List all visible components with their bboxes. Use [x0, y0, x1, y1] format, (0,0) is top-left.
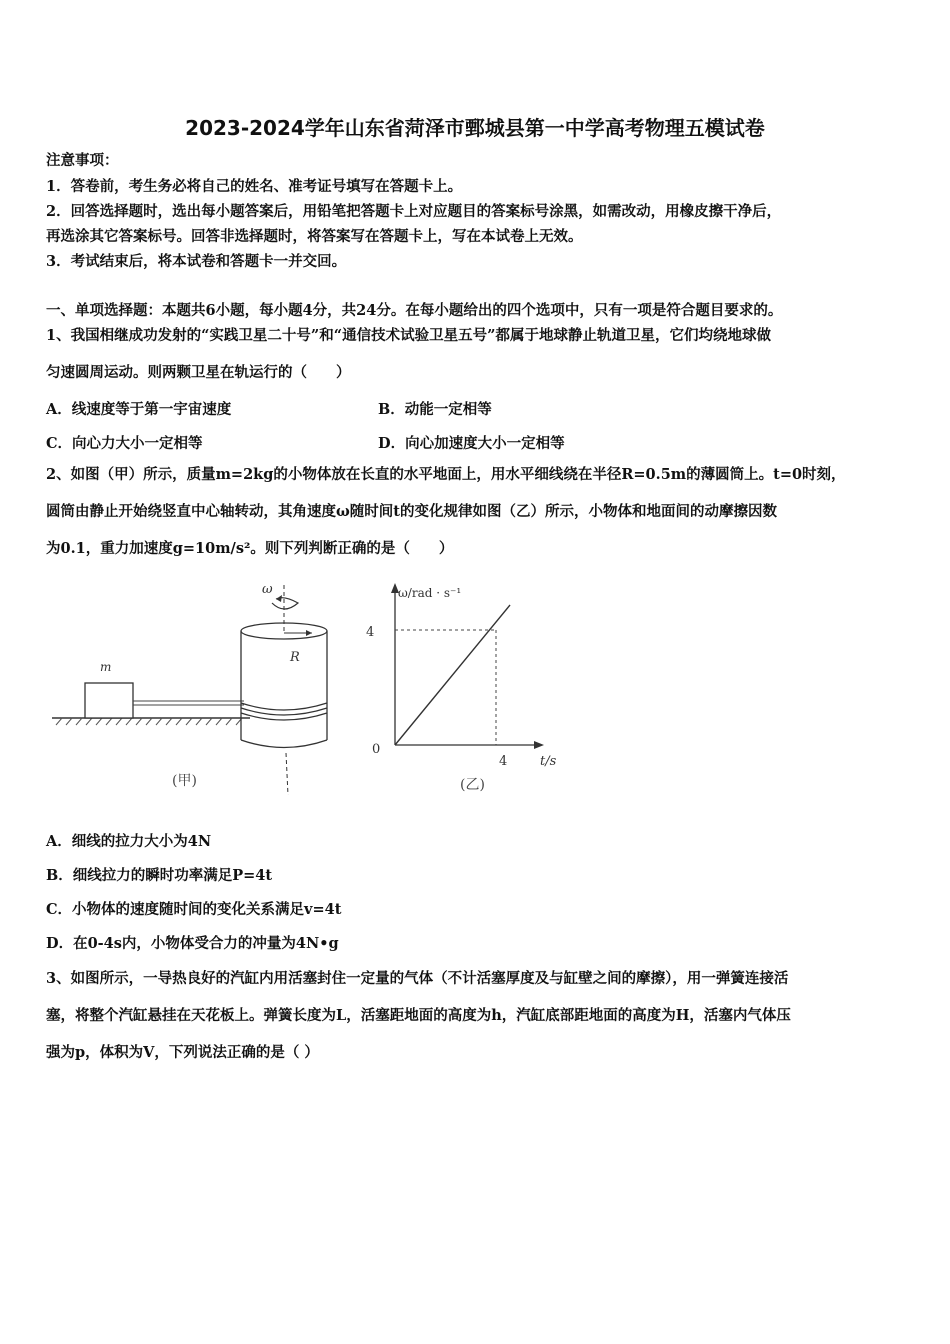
figure-b-caption: (乙) — [460, 777, 485, 793]
x-axis-label: t/s — [540, 754, 557, 769]
q1-stem-line-2: 匀速圆周运动。则两颗卫星在轨运行的（ ） — [46, 364, 351, 381]
omega-label: ω — [262, 582, 273, 597]
rotation-axis-bottom — [286, 753, 288, 795]
omega-vs-time-line — [395, 605, 510, 745]
q2-stem-line-1: 2、如图（甲）所示，质量m=2kg的小物体放在长直的水平地面上，用水平细线绕在半径R=0.5m的薄圆筒上。t=0时刻， — [46, 466, 846, 483]
y-axis-label: ω/rad · s⁻¹ — [398, 586, 462, 600]
arrowhead-icon — [276, 595, 282, 602]
page-title: 2023-2024学年山东省菏泽市鄄城县第一中学高考物理五模试卷 — [185, 116, 765, 140]
q1-option-d: D．向心加速度大小一定相等 — [378, 435, 565, 452]
q3-stem-line-2: 塞，将整个汽缸悬挂在天花板上。弹簧长度为L，活塞距地面的高度为h，汽缸底部距地面的高度为H，活塞内气体压 — [46, 1007, 791, 1024]
q2-figure-a — [40, 575, 370, 805]
mass-label: m — [100, 660, 112, 674]
origin-label: 0 — [372, 742, 381, 757]
q2-option-d: D．在0-4s内，小物体受合力的冲量为4N•g — [46, 935, 339, 952]
cylinder-bottom — [241, 740, 327, 748]
rotation-arrow-icon — [272, 598, 298, 609]
q1-option-a: A．线速度等于第一宇宙速度 — [46, 401, 232, 418]
notice-item-1: 1．答卷前，考生务必将自己的姓名、准考证号填写在答题卡上。 — [46, 178, 463, 195]
winding-band-1 — [241, 703, 327, 710]
q2-figure-b — [360, 575, 580, 805]
ground-hatching — [56, 718, 242, 725]
notice-item-2: 2．回答选择题时，选出每小题答案后，用铅笔把答题卡上对应题目的答案标号涂黑，如需改动，用橡皮擦干净后， — [46, 203, 782, 220]
q2-option-c: C．小物体的速度随时间的变化关系满足v=4t — [46, 901, 342, 918]
winding-band-2 — [241, 708, 327, 715]
q1-stem-line-1: 1、我国相继成功发射的“实践卫星二十号”和“通信技术试验卫星五号”都属于地球静止轨道卫星，它们均绕地球做 — [46, 327, 771, 344]
notice-item-2-cont: 再选涂其它答案标号。回答非选择题时，将答案写在答题卡上，写在本试卷上无效。 — [46, 228, 583, 245]
figure-a-caption: (甲) — [172, 773, 197, 789]
q2-option-a: A．细线的拉力大小为4N — [46, 833, 212, 850]
notice-item-3: 3．考试结束后，将本试卷和答题卡一并交回。 — [46, 253, 347, 270]
winding-band-3 — [241, 713, 327, 720]
q2-stem-line-2: 圆筒由静止开始绕竖直中心轴转动，其角速度ω随时间t的变化规律如图（乙）所示，小物体和地面间的动摩擦因数 — [46, 503, 777, 520]
q2-stem-line-3: 为0.1，重力加速度g=10m/s²。则下列判断正确的是（ ） — [46, 540, 454, 557]
q1-option-c: C．向心力大小一定相等 — [46, 435, 203, 452]
radius-label: R — [290, 650, 300, 665]
q1-option-b: B．动能一定相等 — [378, 401, 492, 418]
section-heading: 一、单项选择题：本题共6小题，每小题4分，共24分。在每小题给出的四个选项中，只有一项是符合题目要求的。 — [46, 302, 783, 319]
q3-stem-line-3: 强为p，体积为V，下列说法正确的是（ ） — [46, 1044, 319, 1061]
y-tick-label: 4 — [366, 625, 375, 640]
x-tick-label: 4 — [499, 754, 508, 769]
x-axis-arrow-icon — [534, 741, 544, 749]
q2-option-b: B．细线拉力的瞬时功率满足P=4t — [46, 867, 273, 884]
mass-block — [85, 683, 133, 718]
notice-heading: 注意事项： — [46, 152, 119, 169]
q3-stem-line-1: 3、如图所示，一导热良好的汽缸内用活塞封住一定量的气体（不计活塞厚度及与缸壁之间的摩擦），用一弹簧连接活 — [46, 970, 789, 987]
